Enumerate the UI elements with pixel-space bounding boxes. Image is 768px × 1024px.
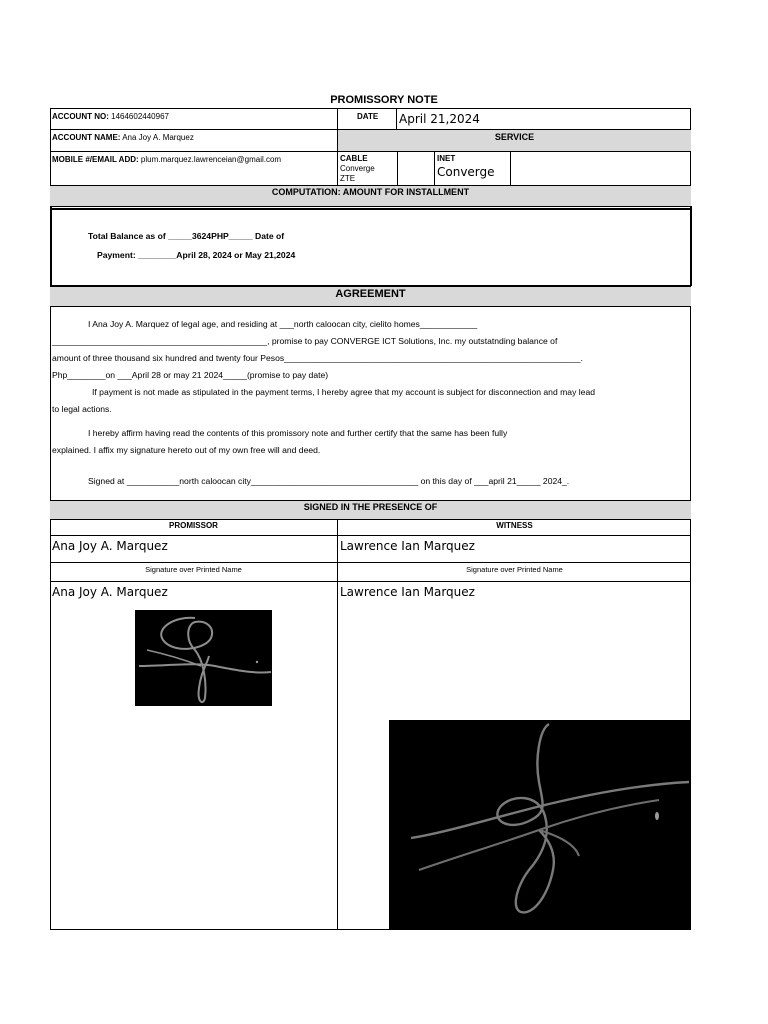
divider (50, 285, 691, 287)
divider (50, 535, 691, 536)
total-balance-line: Total Balance as of _____3624PHP_____ Date of (88, 231, 285, 241)
agreement-line: amount of three thousand six hundred and twenty four Pesos______________________________________________________________. (52, 353, 583, 363)
agreement-line: to legal actions. (52, 404, 112, 414)
divider (50, 151, 691, 152)
witness-signature-drawing (389, 720, 691, 930)
divider (50, 206, 691, 207)
mobile-email-row (52, 155, 281, 164)
mobile-email-label: MOBILE #/EMAIL ADD: (52, 155, 139, 164)
mobile-email-value: plum.marquez.lawrenceian@gmail.com (140, 155, 282, 164)
cable-provider: Converge (340, 164, 375, 173)
computation-header: COMPUTATION: AMOUNT FOR INSTALLMENT (271, 187, 470, 197)
divider (50, 519, 691, 520)
account-name-row (52, 133, 194, 142)
agreement-line: If payment is not made as stipulated in the payment terms, I hereby agree that my account is subject for disconnection and may lead (92, 387, 596, 397)
cable-device: ZTE (340, 174, 356, 183)
promissor-printed-name: Ana Joy A. Marquez (52, 585, 168, 599)
account-name-value: Ana Joy A. Marquez (122, 133, 194, 142)
divider (50, 500, 691, 501)
divider (50, 562, 691, 563)
service-header: SERVICE (494, 132, 535, 142)
agreement-line: I Ana Joy A. Marquez of legal age, and residing at ___north caloocan city, cielito homes____________ (88, 319, 478, 329)
divider (50, 185, 691, 186)
witness-signature (389, 720, 691, 930)
inet-value: Converge (437, 165, 495, 179)
promissor-name: Ana Joy A. Marquez (52, 539, 168, 553)
agreement-header: AGREEMENT (335, 288, 406, 300)
inet-label: INET (437, 154, 456, 163)
agreement-line: _____________________________________________, promise to pay CONVERGE ICT Solutions, Inc. my outstatnding balance of (52, 336, 558, 346)
divider (50, 208, 691, 210)
agreement-line: I hereby affirm having read the contents of this promissory note and further certify that the same has been fully (88, 428, 508, 438)
payment-date-line: Payment: ________April 28, 2024 or May 21,2024 (97, 250, 296, 260)
presence-header: SIGNED IN THE PRESENCE OF (303, 502, 438, 512)
witness-label: WITNESS (496, 521, 533, 530)
signed-at-line: Signed at ___________north caloocan city___________________________________ on this day of ___april 21_____ 2024_. (88, 476, 570, 486)
divider (510, 151, 511, 185)
account-no-value: 1464602440967 (111, 112, 169, 121)
account-no-label: ACCOUNT NO: (52, 112, 109, 121)
divider (337, 519, 338, 930)
promissor-signature-drawing (135, 610, 272, 706)
signature-caption-witness: Signature over Printed Name (466, 565, 563, 574)
divider (50, 581, 691, 582)
witness-name: Lawrence Ian Marquez (340, 539, 475, 553)
divider (50, 129, 691, 130)
divider (397, 151, 398, 185)
witness-printed-name: Lawrence Ian Marquez (340, 585, 475, 599)
date-value: April 21,2024 (399, 112, 480, 126)
divider (50, 306, 691, 307)
divider (434, 151, 435, 185)
divider (337, 108, 338, 185)
account-name-label: ACCOUNT NAME: (52, 133, 121, 142)
account-no-row (52, 112, 169, 121)
date-label: DATE (357, 112, 379, 121)
agreement-line: Php________on ___April 28 or may 21 2024_____(promise to pay date) (52, 370, 329, 380)
divider (50, 206, 52, 286)
divider (396, 108, 397, 130)
document-title: PROMISSORY NOTE (330, 94, 438, 106)
promissor-label: PROMISSOR (169, 521, 218, 530)
divider (690, 206, 692, 286)
promissor-signature (135, 610, 272, 706)
agreement-line: explained. I affix my signature hereto out of my own free will and deed. (52, 445, 321, 455)
signature-caption-promissor: Signature over Printed Name (145, 565, 242, 574)
cable-label: CABLE (340, 154, 368, 163)
